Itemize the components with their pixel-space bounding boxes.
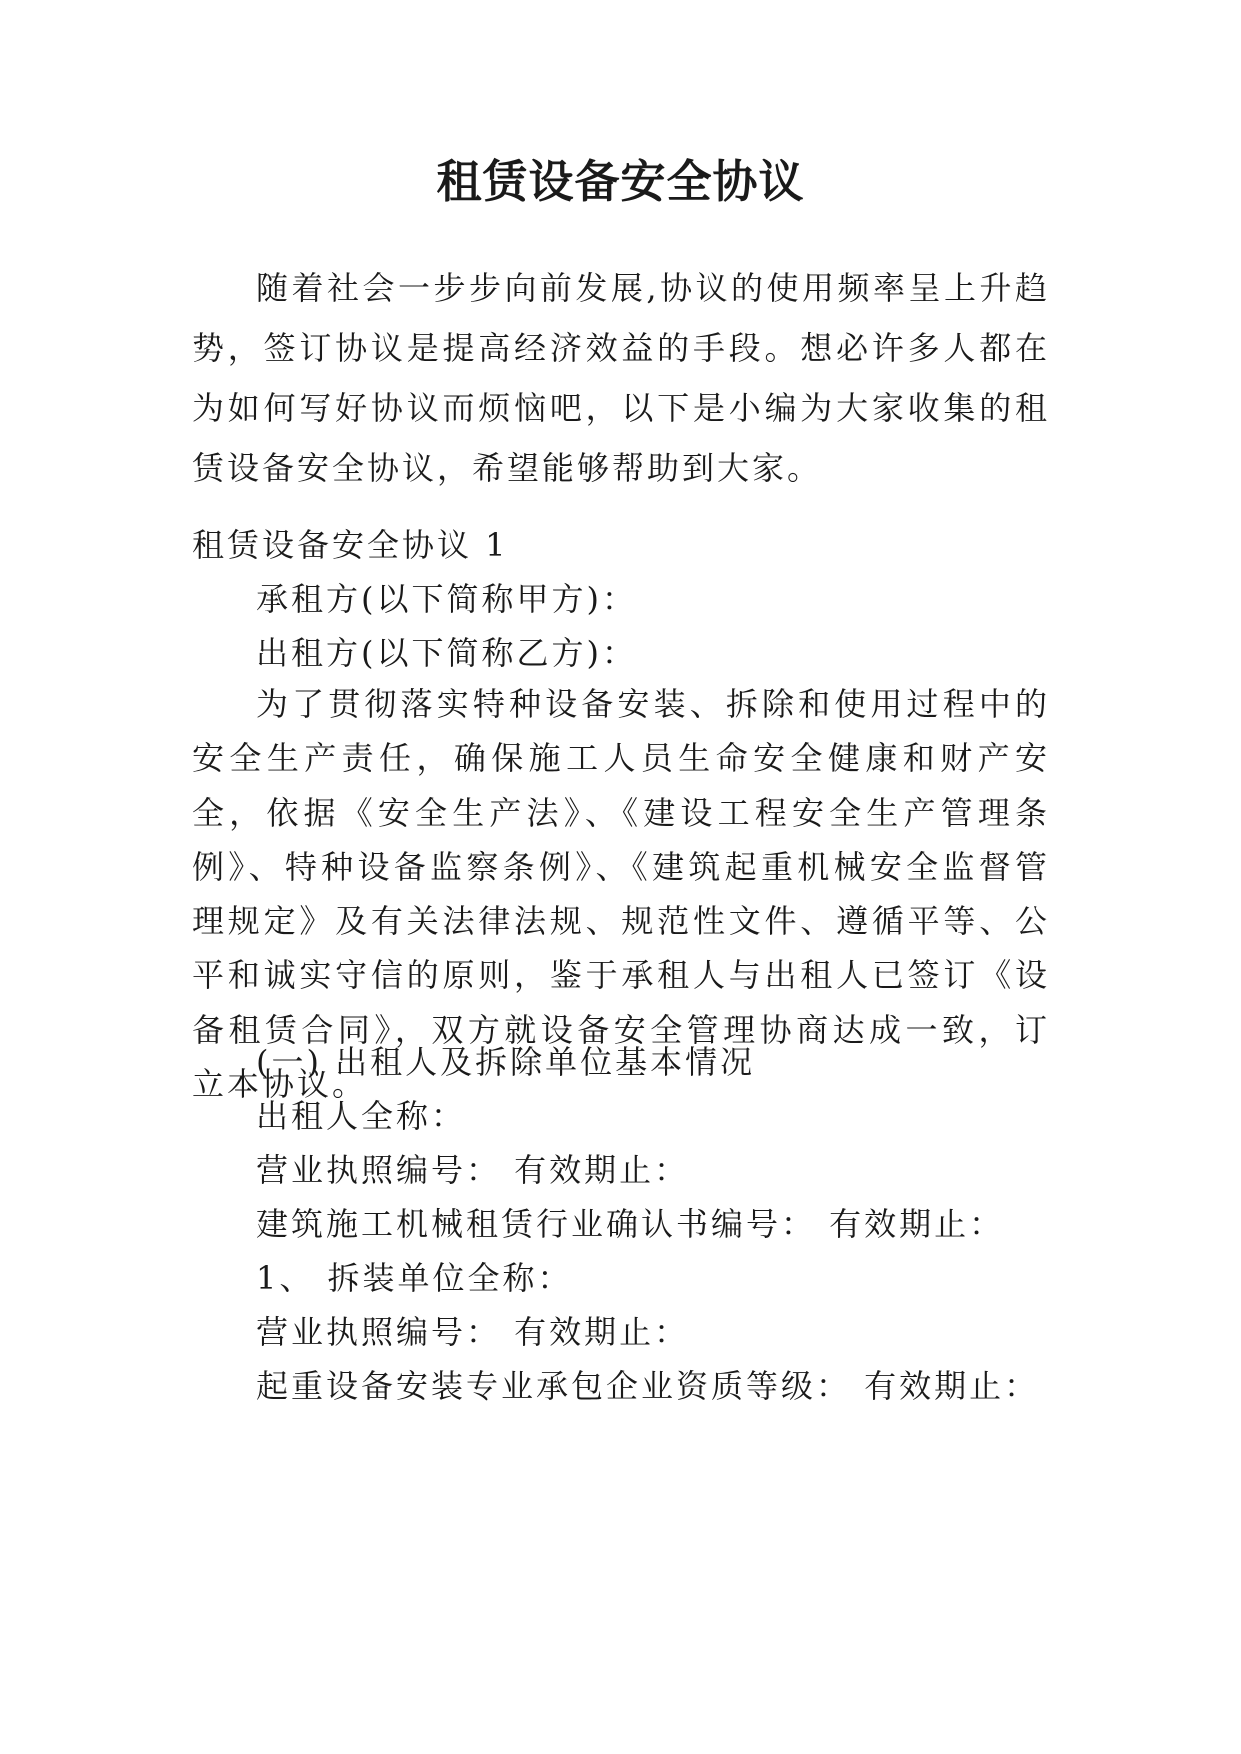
purpose-paragraph: 为了贯彻落实特种设备安装、拆除和使用过程中的安全生产责任，确保施工人员生命安全健康和财产安全，依据《安全生产法》、《建设工程安全生产管理条例》、特种设备监察条例》、《建筑起重机械安全监督管理规定》及有关法律法规、规范性文件、遵循平等、公平和诚实守信的原则，鉴于承租人与出租人已签订《设备租赁合同》，双方就设备安全管理协商达成一致，订立本协议。 — [192, 685, 1050, 1104]
lessor-line: 出租方(以下简称乙方)： — [256, 634, 637, 672]
list-item: 建筑施工机械租赁行业确认书编号： 有效期止： — [256, 1205, 1005, 1243]
section-heading: 租赁设备安全协议 1 — [192, 526, 509, 564]
document-title: 租赁设备安全协议 — [436, 155, 805, 208]
list-item: 起重设备安装专业承包企业资质等级： 有效期止： — [256, 1367, 1040, 1405]
list-item: 出租人全称： — [256, 1097, 467, 1135]
lessee-line: 承租方(以下简称甲方)： — [256, 580, 637, 618]
list-item: 1、 拆装单位全称： — [256, 1259, 573, 1297]
list-item: (一) 出租人及拆除单位基本情况 — [256, 1043, 756, 1081]
list-item: 营业执照编号： 有效期止： — [256, 1313, 690, 1351]
intro-paragraph: 随着社会一步步向前发展,协议的使用频率呈上升趋势，签订协议是提高经济效益的手段。想必许多人都在为如何写好协议而烦恼吧，以下是小编为大家收集的租赁设备安全协议，希望能够帮助到大家。 — [192, 269, 1050, 487]
list-item: 营业执照编号： 有效期止： — [256, 1151, 690, 1189]
